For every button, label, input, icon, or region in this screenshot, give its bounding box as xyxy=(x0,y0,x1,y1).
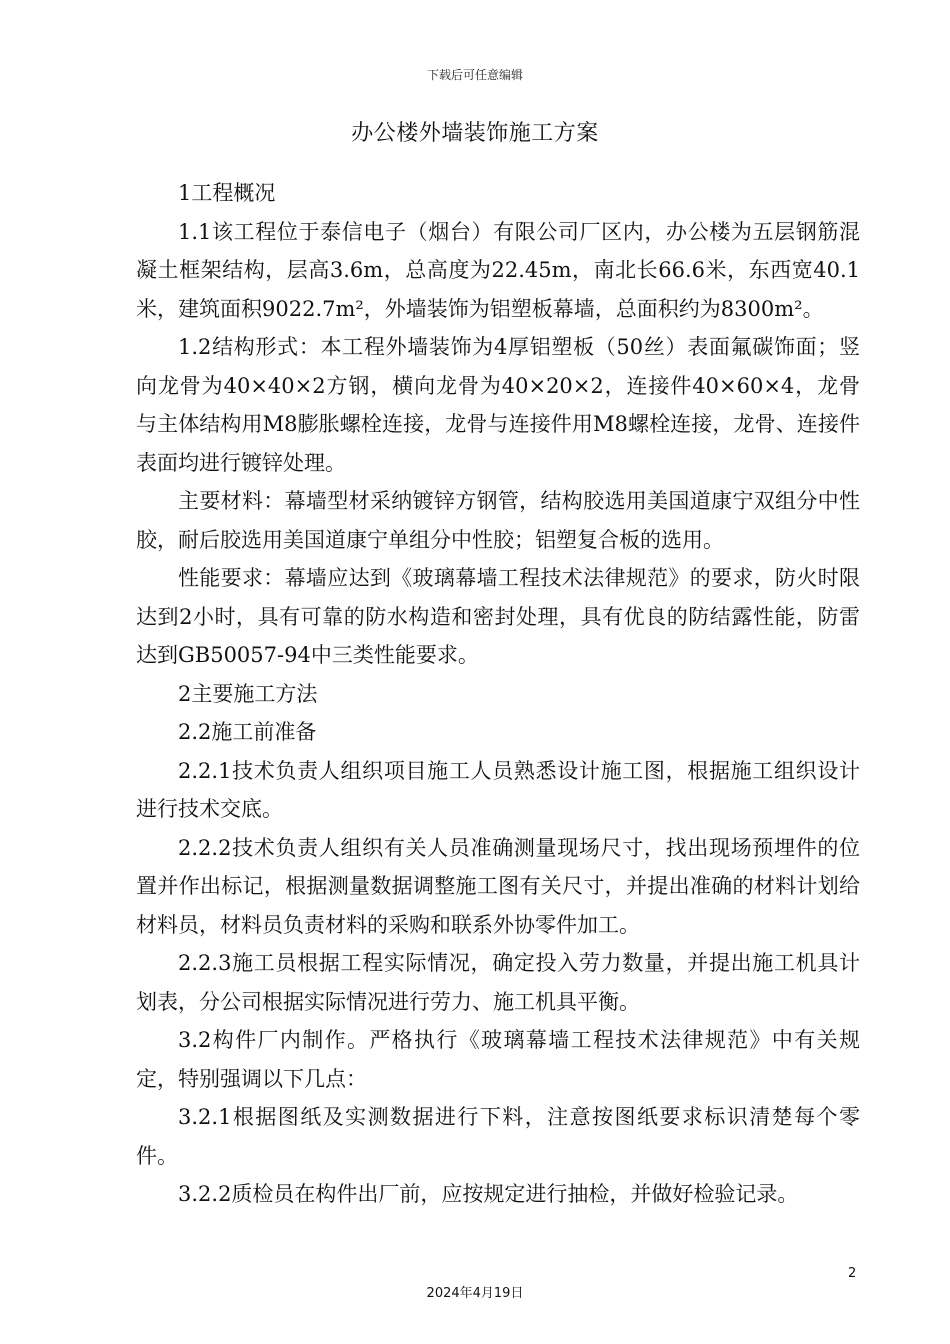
section-heading: 2主要施工方法 xyxy=(178,681,318,706)
paragraph: 2.2.1技术负责人组织项目施工人员熟悉设计施工图，根据施工组织设计进行技术交底。 xyxy=(136,758,860,821)
document-body xyxy=(136,174,860,1214)
section-heading: 1工程概况 xyxy=(178,181,276,205)
subsection-heading: 2.2施工前准备 xyxy=(178,720,317,744)
paragraph: 3.2.2质检员在构件出厂前，应按规定进行抽检，并做好检验记录。 xyxy=(178,1182,799,1206)
paragraph: 主要材料：幕墙型材采纳镀锌方钢管，结构胶选用美国道康宁双组分中性胶，耐后胶选用美国道康宁单组分中性胶；铝塑复合板的选用。 xyxy=(136,489,860,552)
document-title: 办公楼外墙装饰施工方案 xyxy=(351,121,599,146)
paragraph: 3.2.1根据图纸及实测数据进行下料，注意按图纸要求标识清楚每个零件。 xyxy=(136,1105,860,1168)
page-footer-date: 2024年4月19日 xyxy=(426,1286,524,1301)
paragraph: 1.1该工程位于泰信电子（烟台）有限公司厂区内，办公楼为五层钢筋混凝土框架结构，层高3.6m，总高度为22.45m，南北长66.6米，东西宽40.1米，建筑面积9022.7m²，外墙装饰为铝塑板幕墙，总面积约为8300m²。 xyxy=(136,219,860,321)
paragraph: 性能要求：幕墙应达到《玻璃幕墙工程技术法律规范》的要求，防火时限达到2小时，具有可靠的防水构造和密封处理，具有优良的防结露性能，防雷达到GB50057-94中三类性能要求。 xyxy=(136,566,860,667)
paragraph: 3.2构件厂内制作。严格执行《玻璃幕墙工程技术法律规范》中有关规定，特别强调以下几点： xyxy=(136,1028,860,1091)
page-header: 下载后可任意编辑 xyxy=(426,68,523,82)
paragraph: 2.2.2技术负责人组织有关人员准确测量现场尺寸，找出现场预埋件的位置并作出标记，根据测量数据调整施工图有关尺寸，并提出准确的材料计划给材料员，材料员负责材料的采购和联系外协零件加工。 xyxy=(136,835,860,937)
page-number: 2 xyxy=(848,1266,857,1281)
paragraph: 2.2.3施工员根据工程实际情况，确定投入劳力数量，并提出施工机具计划表，分公司根据实际情况进行劳力、施工机具平衡。 xyxy=(136,951,860,1014)
paragraph: 1.2结构形式：本工程外墙装饰为4厚铝塑板（50丝）表面氟碳饰面；竖向龙骨为40×40×2方钢，横向龙骨为40×20×2，连接件40×60×4，龙骨与主体结构用M8膨胀螺栓连接，龙骨与连接件用M8螺栓连接，龙骨、连接件表面均进行镀锌处理。 xyxy=(136,335,860,475)
